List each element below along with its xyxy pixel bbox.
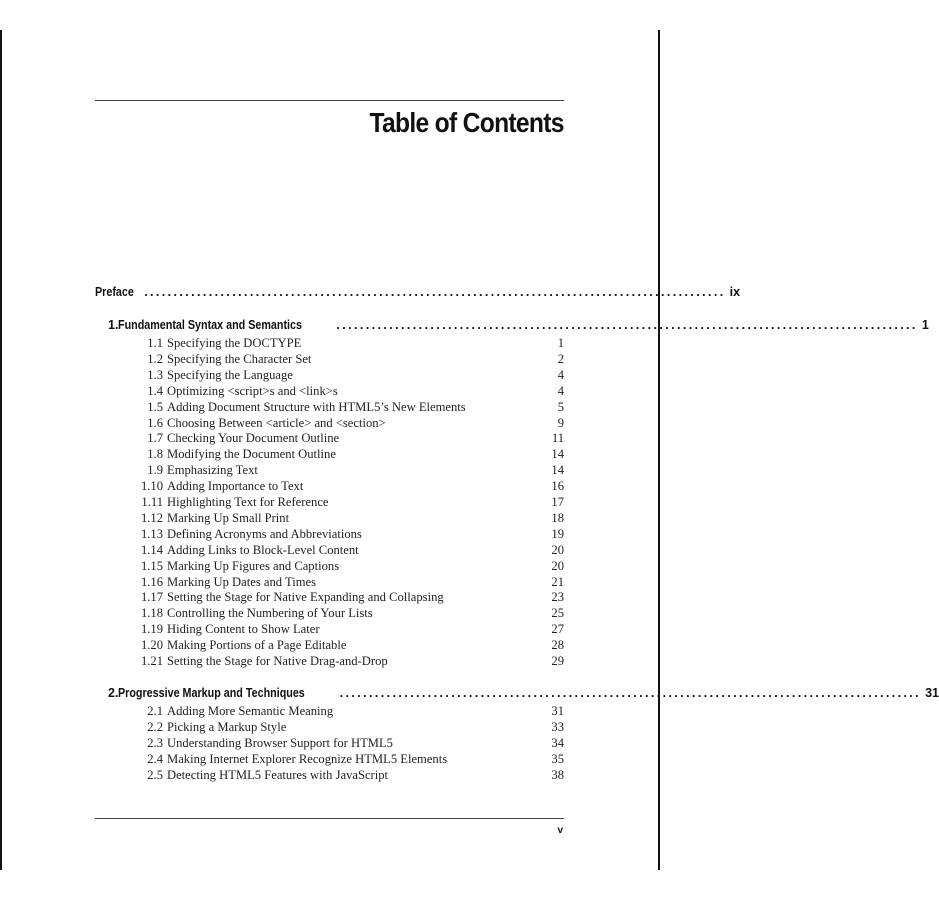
section-number: 1.15 <box>140 558 163 573</box>
section-title: Specifying the Character Set <box>167 351 312 366</box>
chapter-number: 1. <box>108 318 119 332</box>
section-page: 4 <box>557 383 564 398</box>
section-page: 18 <box>551 510 564 525</box>
toc-section-entry[interactable] <box>133 590 564 605</box>
toc-section-entry[interactable] <box>133 527 564 542</box>
section-title: Making Portions of a Page Editable <box>167 638 347 653</box>
section-title: Understanding Browser Support for HTML5 <box>167 735 393 750</box>
toc-section-entry[interactable] <box>133 352 564 367</box>
toc-section-entry[interactable] <box>133 768 564 783</box>
section-title: Adding Document Structure with HTML5’s New Elements <box>167 399 466 414</box>
toc-section-entry[interactable] <box>133 704 564 719</box>
toc-section-entry[interactable] <box>133 511 564 526</box>
toc-section-entry[interactable] <box>133 606 564 621</box>
section-title: Optimizing <script>s and <link>s <box>167 383 338 398</box>
section-title: Adding Importance to Text <box>167 479 304 494</box>
dot-leader: ................................................................................................... <box>339 686 922 700</box>
section-page: 21 <box>551 574 564 589</box>
preface-page: ix <box>729 285 741 299</box>
toc-section-entry[interactable] <box>133 752 564 767</box>
section-number: 2.5 <box>147 767 163 782</box>
dot-leader: ................................................................................................... <box>336 318 918 332</box>
section-number: 1.2 <box>147 351 163 366</box>
section-number: 1.6 <box>147 415 163 430</box>
section-title: Specifying the Language <box>167 367 293 382</box>
toc-section-entry[interactable] <box>133 720 564 735</box>
section-page: 2 <box>557 351 564 366</box>
toc-section-entry[interactable] <box>133 575 564 590</box>
section-page: 1 <box>557 336 564 350</box>
section-page: 38 <box>551 767 564 782</box>
toc-chapter-entry[interactable] <box>108 318 929 332</box>
section-number: 2.1 <box>147 704 163 718</box>
section-number: 2.3 <box>147 735 163 750</box>
section-title: Marking Up Figures and Captions <box>167 558 340 573</box>
section-number: 1.16 <box>140 574 163 589</box>
section-page: 27 <box>551 622 564 637</box>
section-page: 20 <box>551 542 564 557</box>
toc-section-entry[interactable] <box>133 368 564 383</box>
section-title: Defining Acronyms and Abbreviations <box>167 526 362 541</box>
section-title: Hiding Content to Show Later <box>167 622 320 637</box>
section-page: 5 <box>557 399 564 414</box>
section-number: 1.1 <box>147 336 163 350</box>
section-number: 1.18 <box>140 606 163 621</box>
section-number: 1.13 <box>140 526 163 541</box>
toc-section-entry[interactable] <box>133 495 564 510</box>
section-page: 14 <box>551 463 564 478</box>
section-number: 1.11 <box>141 495 163 509</box>
toc-section-entry[interactable] <box>133 431 564 446</box>
toc-section-entry[interactable] <box>133 559 564 574</box>
section-number: 1.9 <box>147 463 163 478</box>
toc-section-entry[interactable] <box>133 400 564 415</box>
section-title: Controlling the Numbering of Your Lists <box>167 606 373 621</box>
section-number: 2.4 <box>147 751 163 766</box>
section-number: 1.10 <box>140 479 163 494</box>
chapter-page: 1 <box>921 318 929 332</box>
section-number: 1.17 <box>140 590 163 605</box>
section-page: 19 <box>551 526 564 541</box>
section-title: Adding More Semantic Meaning <box>167 704 334 718</box>
section-title: Modifying the Document Outline <box>167 447 336 462</box>
section-number: 1.20 <box>140 638 163 653</box>
section-number: 1.8 <box>147 447 163 462</box>
page-number: v <box>557 825 563 836</box>
page-title: Table of Contents <box>369 107 564 138</box>
section-title: Checking Your Document Outline <box>167 431 340 446</box>
section-title: Marking Up Small Print <box>167 510 290 525</box>
section-title: Emphasizing Text <box>167 463 258 478</box>
section-page: 16 <box>551 479 564 494</box>
section-title: Detecting HTML5 Features with JavaScript <box>167 767 389 782</box>
section-number: 1.7 <box>147 431 163 446</box>
chapter-title: Fundamental Syntax and Semantics <box>118 318 303 332</box>
dot-leader: ................................................................................................... <box>144 285 726 299</box>
section-title: Marking Up Dates and Times <box>167 574 317 589</box>
section-page: 23 <box>551 590 564 605</box>
chapter-number: 2. <box>108 686 119 700</box>
section-number: 1.4 <box>147 383 163 398</box>
section-number: 1.5 <box>147 399 163 414</box>
toc-section-entry[interactable] <box>133 638 564 653</box>
section-number: 1.14 <box>140 542 163 557</box>
section-title: Making Internet Explorer Recognize HTML5 Elements <box>167 751 448 766</box>
section-number: 1.3 <box>147 367 163 382</box>
toc-section-entry[interactable] <box>133 654 564 669</box>
footer-rule <box>95 818 564 819</box>
section-page: 9 <box>557 415 564 430</box>
section-title: Picking a Markup Style <box>167 719 287 734</box>
toc-section-entry[interactable] <box>133 463 564 478</box>
section-number: 2.2 <box>147 719 163 734</box>
section-page: 17 <box>551 495 564 509</box>
section-title: Setting the Stage for Native Drag-and-Drop <box>167 654 388 668</box>
preface-title: Preface <box>95 285 134 299</box>
section-page: 4 <box>557 367 564 382</box>
section-title: Specifying the DOCTYPE <box>167 336 302 350</box>
section-page: 25 <box>551 606 564 621</box>
toc-section-entry[interactable] <box>133 479 564 494</box>
section-page: 11 <box>551 431 564 446</box>
section-title: Highlighting Text for Reference <box>167 495 329 509</box>
section-title: Setting the Stage for Native Expanding and Collapsing <box>167 590 444 605</box>
section-page: 31 <box>551 704 564 718</box>
section-number: 1.21 <box>140 654 163 668</box>
toc-section-entry[interactable] <box>133 736 564 751</box>
chapter-page: 31 <box>925 686 939 700</box>
section-page: 33 <box>551 719 564 734</box>
section-number: 1.19 <box>140 622 163 637</box>
toc-section-entry[interactable] <box>133 543 564 558</box>
toc-section-entry[interactable] <box>133 447 564 462</box>
section-page: 20 <box>551 558 564 573</box>
toc-section-entry[interactable] <box>133 622 564 637</box>
section-page: 35 <box>551 751 564 766</box>
section-number: 1.12 <box>140 510 163 525</box>
toc-section-entry[interactable] <box>133 416 564 431</box>
section-page: 14 <box>551 447 564 462</box>
section-page: 29 <box>551 654 564 668</box>
toc-section-entry[interactable] <box>133 384 564 399</box>
section-title: Adding Links to Block-Level Content <box>167 542 359 557</box>
section-page: 28 <box>551 638 564 653</box>
toc-chapter-entry[interactable] <box>108 686 939 700</box>
section-page: 34 <box>551 735 564 750</box>
toc-preface-entry[interactable] <box>95 285 741 299</box>
toc-section-entry[interactable] <box>133 336 564 351</box>
section-title: Choosing Between <article> and <section> <box>167 415 386 430</box>
bottom-margin <box>0 870 660 900</box>
header-rule <box>95 100 564 101</box>
top-margin <box>0 0 660 30</box>
chapter-title: Progressive Markup and Techniques <box>118 686 306 700</box>
